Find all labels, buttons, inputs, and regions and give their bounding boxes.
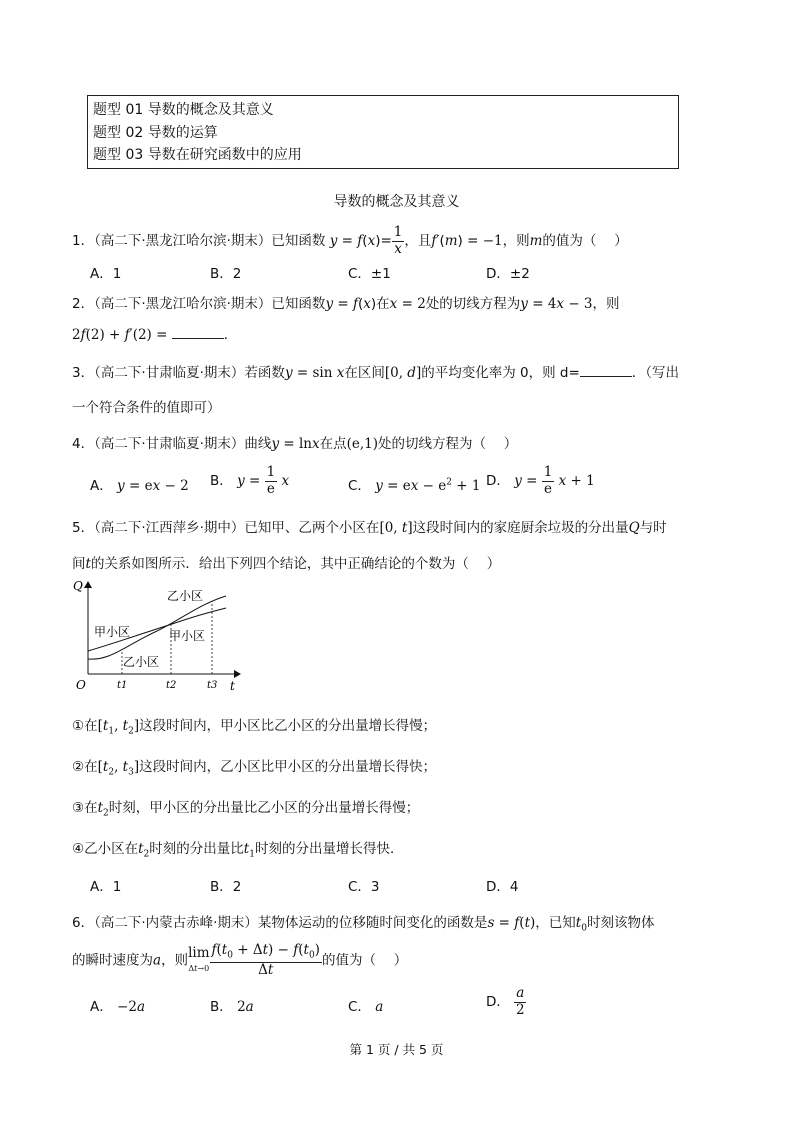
tick-t2: t2 <box>166 680 177 691</box>
question-6: 6．（高二下·内蒙古赤峰·期末）某物体运动的位移随时间变化的函数是s = f(t)，已知$t_0$时刻该物体 <box>72 915 655 934</box>
question-3: 3．（高二下·甘肃临夏·期末）若函数y = sin x在区间[0, d]的平均变化率为 0，则 d= ．（写出 <box>72 365 680 381</box>
q1-option-d: D．±2 <box>486 266 530 282</box>
label-yi-bottom: 乙小区 <box>123 655 160 669</box>
q5-option-a: A．1 <box>90 879 122 895</box>
question-4: 4．（高二下·甘肃临夏·期末）曲线y = lnx在点(e,1)处的切线方程为（ ） <box>72 436 518 452</box>
question-5-line2: 间t的关系如图所示．给出下列四个结论，其中正确结论的个数为（ ） <box>72 556 501 572</box>
question-3-line2: 一个符合条件的值即可） <box>72 400 221 416</box>
tick-t3: t3 <box>207 680 218 691</box>
label-jia-left: 甲小区 <box>94 625 131 639</box>
toc-item-1: 题型 01 导数的概念及其意义 <box>93 102 274 118</box>
question-6-line2: 的瞬时速度为a，则lim Δt→0 $\frac{f(t_0 + \Delta t) - f(t_0)}{\Delta t}$ 的值为（ ） <box>72 942 408 978</box>
q5-statement-1: ①在[$t_1$, $t_2$]这段时间内，甲小区比乙小区的分出量增长得慢； <box>72 718 437 737</box>
q1-option-c: C．±1 <box>348 266 391 282</box>
label-jia-right: 甲小区 <box>169 629 206 643</box>
question-5: 5．（高二下·江西萍乡·期中）已知甲、乙两个小区在[0, t]这段时间内的家庭厨余垃圾的分出量Q与时 <box>72 520 667 536</box>
q4-option-c: C． y = ex − $e^2 + 1$ <box>348 477 481 494</box>
q5-option-c: C．3 <box>348 879 380 895</box>
toc-item-2: 题型 02 导数的运算 <box>93 124 218 141</box>
q5-statement-2: ②在[$t_2$, $t_3$]这段时间内，乙小区比甲小区的分出量增长得快； <box>72 759 437 778</box>
question-type-list <box>87 95 679 169</box>
q5-statement-3: ③在$t_2$时刻，甲小区的分出量比乙小区的分出量增长得慢； <box>72 800 420 819</box>
section-title: 导数的概念及其意义 <box>333 194 460 210</box>
q4-option-d: D． y = $\frac{1}{e}$ x + 1 <box>486 464 595 497</box>
q6-option-b: B． 2a <box>210 999 254 1015</box>
tick-t1: t1 <box>117 680 128 691</box>
axis-label-q: Q <box>73 579 83 593</box>
q6-option-a: A． −2a <box>90 999 146 1015</box>
page-footer: 第 1 页 / 共 5 页 <box>349 1042 444 1057</box>
question-1: 1．（高二下·黑龙江哈尔滨·期末）已知函数 y = f(x)= $\frac{1}{x}$ ，且f′(m) = −1，则m的值为（ ） <box>72 224 628 257</box>
q5-option-d: D．4 <box>486 879 519 895</box>
q4-option-a: A． y = ex − 2 <box>90 478 189 494</box>
question-2: 2．（高二下·黑龙江哈尔滨·期末）已知函数y = f(x)在x = 2处的切线方程为y = 4x − 3，则 <box>72 296 620 312</box>
origin-label: O <box>76 678 86 692</box>
q6-option-c: C． a <box>348 999 384 1015</box>
q1-option-b: B．2 <box>210 266 242 282</box>
toc-item-3: 题型 03 导数在研究函数中的应用 <box>93 147 302 163</box>
q6-option-d: D． $\frac{a}{2}$ <box>486 985 525 1018</box>
answer-blank[interactable] <box>580 364 632 377</box>
q5-option-b: B．2 <box>210 879 242 895</box>
q5-graph <box>70 576 250 696</box>
answer-blank[interactable] <box>172 326 224 339</box>
q5-statement-4: ④乙小区在$t_2$时刻的分出量比$t_1$时刻的分出量增长得快． <box>72 841 404 860</box>
axis-label-t: t <box>230 679 235 693</box>
q4-option-b: B． y = $\frac{1}{e}$ x <box>210 464 290 497</box>
label-yi-top: 乙小区 <box>167 589 204 603</box>
q1-option-a: A．1 <box>90 266 122 282</box>
formula: y <box>329 233 338 249</box>
question-2-line2: 2f(2) + f′(2) = ． <box>72 327 238 343</box>
